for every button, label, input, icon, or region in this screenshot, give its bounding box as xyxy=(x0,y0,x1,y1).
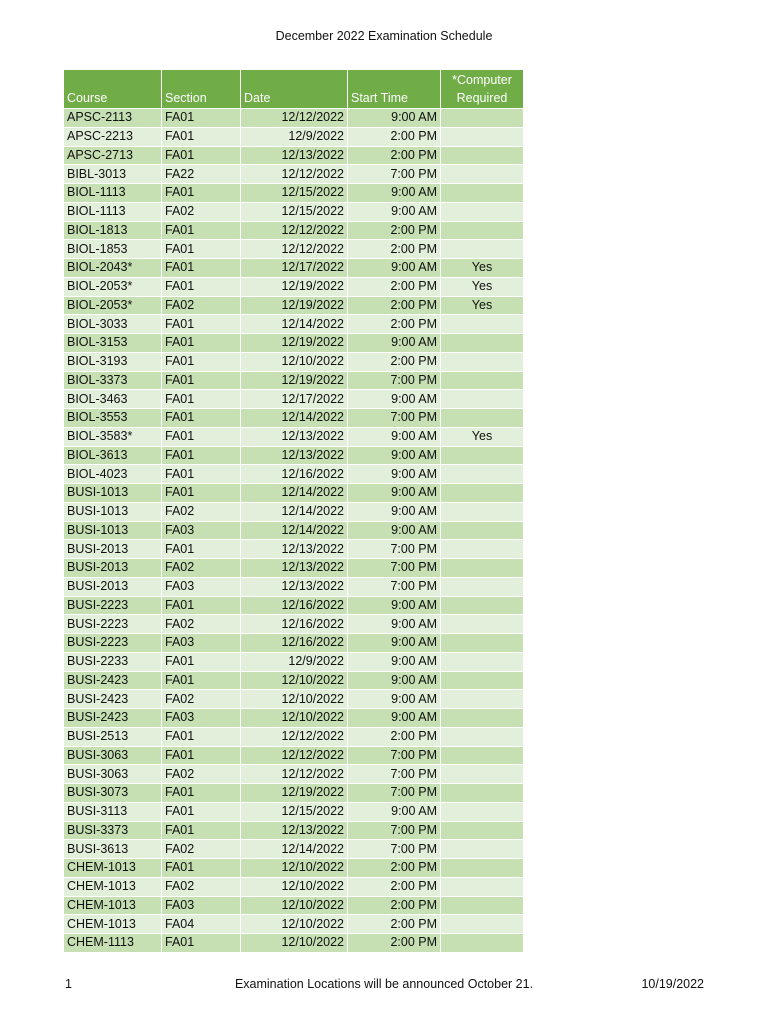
cell-course: BUSI-2013 xyxy=(64,577,162,596)
cell-date: 12/14/2022 xyxy=(241,840,348,859)
cell-course: BUSI-3073 xyxy=(64,784,162,803)
cell-course: CHEM-1013 xyxy=(64,896,162,915)
cell-start-time: 9:00 AM xyxy=(348,184,441,203)
cell-computer-required xyxy=(441,240,524,259)
column-header-course: Course xyxy=(64,70,162,109)
cell-date: 12/15/2022 xyxy=(241,202,348,221)
footer-note: Examination Locations will be announced October 21. xyxy=(234,977,534,991)
cell-date: 12/14/2022 xyxy=(241,315,348,334)
computer-header-line2: Required xyxy=(456,91,508,105)
cell-computer-required xyxy=(441,821,524,840)
table-row xyxy=(64,521,524,540)
cell-date: 12/9/2022 xyxy=(241,127,348,146)
cell-date: 12/19/2022 xyxy=(241,784,348,803)
cell-section: FA01 xyxy=(162,221,241,240)
cell-date: 12/12/2022 xyxy=(241,165,348,184)
table-row xyxy=(64,146,524,165)
cell-date: 12/17/2022 xyxy=(241,390,348,409)
cell-course: BUSI-1013 xyxy=(64,521,162,540)
cell-course: BUSI-3063 xyxy=(64,746,162,765)
table-row xyxy=(64,577,524,596)
cell-section: FA02 xyxy=(162,690,241,709)
cell-computer-required xyxy=(441,221,524,240)
table-row xyxy=(64,427,524,446)
cell-date: 12/13/2022 xyxy=(241,577,348,596)
cell-date: 12/19/2022 xyxy=(241,334,348,353)
cell-section: FA03 xyxy=(162,521,241,540)
cell-section: FA01 xyxy=(162,109,241,128)
cell-date: 12/16/2022 xyxy=(241,465,348,484)
cell-course: APSC-2713 xyxy=(64,146,162,165)
cell-start-time: 9:00 AM xyxy=(348,390,441,409)
cell-computer-required xyxy=(441,352,524,371)
cell-course: BIOL-3153 xyxy=(64,334,162,353)
cell-start-time: 7:00 PM xyxy=(348,559,441,578)
table-row xyxy=(64,802,524,821)
table-row xyxy=(64,746,524,765)
cell-start-time: 2:00 PM xyxy=(348,221,441,240)
cell-course: BIOL-2053* xyxy=(64,296,162,315)
table-row xyxy=(64,277,524,296)
cell-date: 12/10/2022 xyxy=(241,671,348,690)
cell-course: BUSI-2223 xyxy=(64,596,162,615)
cell-start-time: 2:00 PM xyxy=(348,240,441,259)
cell-computer-required xyxy=(441,559,524,578)
cell-computer-required xyxy=(441,540,524,559)
cell-section: FA01 xyxy=(162,259,241,278)
cell-date: 12/13/2022 xyxy=(241,821,348,840)
table-row xyxy=(64,484,524,503)
cell-start-time: 7:00 PM xyxy=(348,165,441,184)
cell-start-time: 9:00 AM xyxy=(348,202,441,221)
column-header-computer-required xyxy=(441,70,524,109)
cell-start-time: 7:00 PM xyxy=(348,577,441,596)
cell-course: BIOL-2053* xyxy=(64,277,162,296)
table-body xyxy=(64,109,524,953)
cell-section: FA03 xyxy=(162,634,241,653)
cell-section: FA01 xyxy=(162,127,241,146)
table-row xyxy=(64,896,524,915)
cell-computer-required xyxy=(441,615,524,634)
cell-section: FA02 xyxy=(162,877,241,896)
cell-computer-required xyxy=(441,840,524,859)
table-row xyxy=(64,915,524,934)
cell-section: FA02 xyxy=(162,840,241,859)
cell-start-time: 9:00 AM xyxy=(348,615,441,634)
cell-date: 12/15/2022 xyxy=(241,184,348,203)
cell-start-time: 7:00 PM xyxy=(348,540,441,559)
cell-date: 12/13/2022 xyxy=(241,446,348,465)
cell-date: 12/13/2022 xyxy=(241,540,348,559)
cell-start-time: 2:00 PM xyxy=(348,296,441,315)
cell-date: 12/12/2022 xyxy=(241,240,348,259)
cell-section: FA03 xyxy=(162,577,241,596)
cell-section: FA02 xyxy=(162,615,241,634)
cell-computer-required xyxy=(441,727,524,746)
cell-date: 12/12/2022 xyxy=(241,727,348,746)
cell-course: BIOL-3613 xyxy=(64,446,162,465)
footer-date: 10/19/2022 xyxy=(641,977,704,991)
cell-start-time: 9:00 AM xyxy=(348,484,441,503)
table-row xyxy=(64,465,524,484)
cell-computer-required xyxy=(441,165,524,184)
cell-course: BUSI-2223 xyxy=(64,634,162,653)
cell-computer-required xyxy=(441,502,524,521)
cell-course: BIOL-3033 xyxy=(64,315,162,334)
cell-computer-required xyxy=(441,371,524,390)
cell-start-time: 9:00 AM xyxy=(348,465,441,484)
table-row xyxy=(64,390,524,409)
cell-course: BIOL-2043* xyxy=(64,259,162,278)
cell-start-time: 2:00 PM xyxy=(348,315,441,334)
cell-date: 12/12/2022 xyxy=(241,765,348,784)
cell-computer-required xyxy=(441,859,524,878)
table-row xyxy=(64,109,524,128)
table-row xyxy=(64,559,524,578)
cell-date: 12/10/2022 xyxy=(241,352,348,371)
cell-computer-required xyxy=(441,934,524,953)
cell-start-time: 2:00 PM xyxy=(348,859,441,878)
cell-date: 12/19/2022 xyxy=(241,277,348,296)
table-row xyxy=(64,784,524,803)
cell-section: FA01 xyxy=(162,146,241,165)
cell-start-time: 9:00 AM xyxy=(348,502,441,521)
table-row xyxy=(64,840,524,859)
cell-start-time: 7:00 PM xyxy=(348,821,441,840)
table-row xyxy=(64,240,524,259)
cell-start-time: 9:00 AM xyxy=(348,427,441,446)
table-row xyxy=(64,821,524,840)
cell-course: BIOL-1813 xyxy=(64,221,162,240)
cell-section: FA02 xyxy=(162,502,241,521)
cell-section: FA01 xyxy=(162,746,241,765)
cell-course: APSC-2113 xyxy=(64,109,162,128)
cell-computer-required xyxy=(441,877,524,896)
cell-computer-required xyxy=(441,202,524,221)
cell-computer-required xyxy=(441,652,524,671)
table-row xyxy=(64,671,524,690)
cell-computer-required xyxy=(441,334,524,353)
cell-start-time: 7:00 PM xyxy=(348,371,441,390)
cell-date: 12/10/2022 xyxy=(241,690,348,709)
cell-date: 12/14/2022 xyxy=(241,502,348,521)
cell-start-time: 7:00 PM xyxy=(348,840,441,859)
cell-section: FA01 xyxy=(162,240,241,259)
table-row xyxy=(64,765,524,784)
computer-header-line1: *Computer xyxy=(452,73,512,87)
cell-course: BUSI-2513 xyxy=(64,727,162,746)
cell-date: 12/14/2022 xyxy=(241,484,348,503)
cell-course: BIBL-3013 xyxy=(64,165,162,184)
cell-date: 12/12/2022 xyxy=(241,109,348,128)
table-row xyxy=(64,727,524,746)
cell-start-time: 9:00 AM xyxy=(348,109,441,128)
cell-date: 12/16/2022 xyxy=(241,596,348,615)
cell-course: APSC-2213 xyxy=(64,127,162,146)
cell-section: FA01 xyxy=(162,596,241,615)
cell-date: 12/15/2022 xyxy=(241,802,348,821)
cell-date: 12/13/2022 xyxy=(241,559,348,578)
cell-date: 12/14/2022 xyxy=(241,521,348,540)
cell-date: 12/16/2022 xyxy=(241,634,348,653)
cell-course: BIOL-3373 xyxy=(64,371,162,390)
cell-computer-required xyxy=(441,484,524,503)
cell-start-time: 2:00 PM xyxy=(348,915,441,934)
cell-course: BIOL-3463 xyxy=(64,390,162,409)
table-row xyxy=(64,165,524,184)
cell-date: 12/10/2022 xyxy=(241,896,348,915)
cell-course: BUSI-2233 xyxy=(64,652,162,671)
cell-computer-required xyxy=(441,765,524,784)
cell-section: FA22 xyxy=(162,165,241,184)
cell-computer-required: Yes xyxy=(441,296,524,315)
table-row xyxy=(64,540,524,559)
cell-section: FA01 xyxy=(162,465,241,484)
cell-start-time: 2:00 PM xyxy=(348,896,441,915)
cell-start-time: 9:00 AM xyxy=(348,446,441,465)
cell-course: BUSI-3063 xyxy=(64,765,162,784)
cell-computer-required xyxy=(441,577,524,596)
cell-course: BUSI-2013 xyxy=(64,540,162,559)
cell-course: BUSI-2223 xyxy=(64,615,162,634)
cell-start-time: 2:00 PM xyxy=(348,277,441,296)
cell-computer-required xyxy=(441,315,524,334)
table-row xyxy=(64,371,524,390)
cell-course: BUSI-2423 xyxy=(64,690,162,709)
cell-course: BUSI-2423 xyxy=(64,671,162,690)
cell-section: FA02 xyxy=(162,559,241,578)
cell-computer-required xyxy=(441,127,524,146)
table-row xyxy=(64,202,524,221)
cell-section: FA01 xyxy=(162,390,241,409)
column-header-start-time: Start Time xyxy=(348,70,441,109)
cell-course: BUSI-2013 xyxy=(64,559,162,578)
cell-start-time: 2:00 PM xyxy=(348,127,441,146)
cell-date: 12/12/2022 xyxy=(241,221,348,240)
cell-start-time: 9:00 AM xyxy=(348,652,441,671)
cell-date: 12/19/2022 xyxy=(241,371,348,390)
page-title: December 2022 Examination Schedule xyxy=(275,29,493,43)
cell-start-time: 9:00 AM xyxy=(348,671,441,690)
cell-computer-required xyxy=(441,634,524,653)
cell-start-time: 9:00 AM xyxy=(348,690,441,709)
table-row xyxy=(64,334,524,353)
cell-computer-required xyxy=(441,521,524,540)
cell-course: BIOL-1113 xyxy=(64,184,162,203)
cell-date: 12/13/2022 xyxy=(241,427,348,446)
cell-section: FA03 xyxy=(162,709,241,728)
table-row xyxy=(64,934,524,953)
cell-course: CHEM-1013 xyxy=(64,859,162,878)
table-row xyxy=(64,502,524,521)
column-header-section: Section xyxy=(162,70,241,109)
cell-computer-required xyxy=(441,465,524,484)
cell-start-time: 7:00 PM xyxy=(348,784,441,803)
cell-computer-required xyxy=(441,784,524,803)
table-row xyxy=(64,352,524,371)
cell-start-time: 2:00 PM xyxy=(348,146,441,165)
cell-start-time: 9:00 AM xyxy=(348,634,441,653)
cell-section: FA02 xyxy=(162,202,241,221)
cell-start-time: 9:00 AM xyxy=(348,596,441,615)
cell-section: FA01 xyxy=(162,727,241,746)
table-row xyxy=(64,709,524,728)
table-row xyxy=(64,615,524,634)
table-row xyxy=(64,315,524,334)
cell-section: FA01 xyxy=(162,484,241,503)
cell-course: BUSI-3373 xyxy=(64,821,162,840)
cell-computer-required xyxy=(441,390,524,409)
table-row xyxy=(64,596,524,615)
cell-date: 12/17/2022 xyxy=(241,259,348,278)
cell-start-time: 7:00 PM xyxy=(348,746,441,765)
cell-section: FA01 xyxy=(162,409,241,428)
cell-section: FA01 xyxy=(162,446,241,465)
cell-section: FA02 xyxy=(162,296,241,315)
cell-course: BUSI-2423 xyxy=(64,709,162,728)
cell-section: FA01 xyxy=(162,427,241,446)
cell-computer-required xyxy=(441,596,524,615)
cell-start-time: 2:00 PM xyxy=(348,877,441,896)
table-row xyxy=(64,259,524,278)
cell-course: BUSI-1013 xyxy=(64,502,162,521)
cell-date: 12/10/2022 xyxy=(241,859,348,878)
cell-computer-required xyxy=(441,409,524,428)
cell-course: CHEM-1113 xyxy=(64,934,162,953)
cell-course: BUSI-3613 xyxy=(64,840,162,859)
cell-start-time: 9:00 AM xyxy=(348,334,441,353)
cell-start-time: 2:00 PM xyxy=(348,934,441,953)
cell-date: 12/16/2022 xyxy=(241,615,348,634)
cell-section: FA01 xyxy=(162,334,241,353)
cell-start-time: 7:00 PM xyxy=(348,409,441,428)
cell-course: BUSI-3113 xyxy=(64,802,162,821)
table-row xyxy=(64,127,524,146)
cell-start-time: 2:00 PM xyxy=(348,352,441,371)
exam-schedule-table xyxy=(63,69,524,953)
cell-computer-required xyxy=(441,146,524,165)
cell-computer-required xyxy=(441,896,524,915)
table-row xyxy=(64,409,524,428)
cell-section: FA01 xyxy=(162,802,241,821)
table-row xyxy=(64,221,524,240)
cell-course: CHEM-1013 xyxy=(64,915,162,934)
cell-date: 12/13/2022 xyxy=(241,146,348,165)
cell-course: BIOL-4023 xyxy=(64,465,162,484)
cell-course: BIOL-1113 xyxy=(64,202,162,221)
cell-start-time: 7:00 PM xyxy=(348,765,441,784)
cell-computer-required xyxy=(441,690,524,709)
cell-date: 12/10/2022 xyxy=(241,709,348,728)
cell-start-time: 2:00 PM xyxy=(348,727,441,746)
cell-start-time: 9:00 AM xyxy=(348,521,441,540)
cell-course: CHEM-1013 xyxy=(64,877,162,896)
table-row xyxy=(64,296,524,315)
table-header-row xyxy=(64,70,524,109)
cell-section: FA01 xyxy=(162,352,241,371)
cell-computer-required xyxy=(441,671,524,690)
cell-date: 12/10/2022 xyxy=(241,877,348,896)
cell-section: FA01 xyxy=(162,652,241,671)
cell-section: FA01 xyxy=(162,784,241,803)
cell-computer-required xyxy=(441,802,524,821)
cell-computer-required xyxy=(441,109,524,128)
cell-section: FA01 xyxy=(162,315,241,334)
cell-course: BIOL-3553 xyxy=(64,409,162,428)
cell-date: 12/12/2022 xyxy=(241,746,348,765)
cell-computer-required xyxy=(441,746,524,765)
cell-date: 12/14/2022 xyxy=(241,409,348,428)
table-row xyxy=(64,184,524,203)
table-row xyxy=(64,634,524,653)
cell-section: FA01 xyxy=(162,821,241,840)
cell-section: FA01 xyxy=(162,371,241,390)
cell-date: 12/10/2022 xyxy=(241,934,348,953)
cell-date: 12/19/2022 xyxy=(241,296,348,315)
cell-date: 12/9/2022 xyxy=(241,652,348,671)
page-number: 1 xyxy=(65,977,72,991)
cell-section: FA02 xyxy=(162,765,241,784)
cell-date: 12/10/2022 xyxy=(241,915,348,934)
cell-start-time: 9:00 AM xyxy=(348,709,441,728)
cell-section: FA01 xyxy=(162,934,241,953)
cell-computer-required: Yes xyxy=(441,427,524,446)
table-row xyxy=(64,652,524,671)
cell-section: FA03 xyxy=(162,896,241,915)
cell-start-time: 9:00 AM xyxy=(348,802,441,821)
cell-course: BUSI-1013 xyxy=(64,484,162,503)
cell-start-time: 9:00 AM xyxy=(348,259,441,278)
column-header-date: Date xyxy=(241,70,348,109)
cell-section: FA04 xyxy=(162,915,241,934)
cell-section: FA01 xyxy=(162,671,241,690)
table-row xyxy=(64,690,524,709)
cell-course: BIOL-1853 xyxy=(64,240,162,259)
cell-section: FA01 xyxy=(162,859,241,878)
cell-course: BIOL-3583* xyxy=(64,427,162,446)
cell-computer-required xyxy=(441,709,524,728)
cell-computer-required xyxy=(441,184,524,203)
cell-computer-required xyxy=(441,915,524,934)
table-row xyxy=(64,446,524,465)
cell-computer-required xyxy=(441,446,524,465)
table-row xyxy=(64,877,524,896)
cell-section: FA01 xyxy=(162,540,241,559)
cell-computer-required: Yes xyxy=(441,277,524,296)
cell-section: FA01 xyxy=(162,277,241,296)
cell-section: FA01 xyxy=(162,184,241,203)
table-row xyxy=(64,859,524,878)
cell-course: BIOL-3193 xyxy=(64,352,162,371)
cell-computer-required: Yes xyxy=(441,259,524,278)
